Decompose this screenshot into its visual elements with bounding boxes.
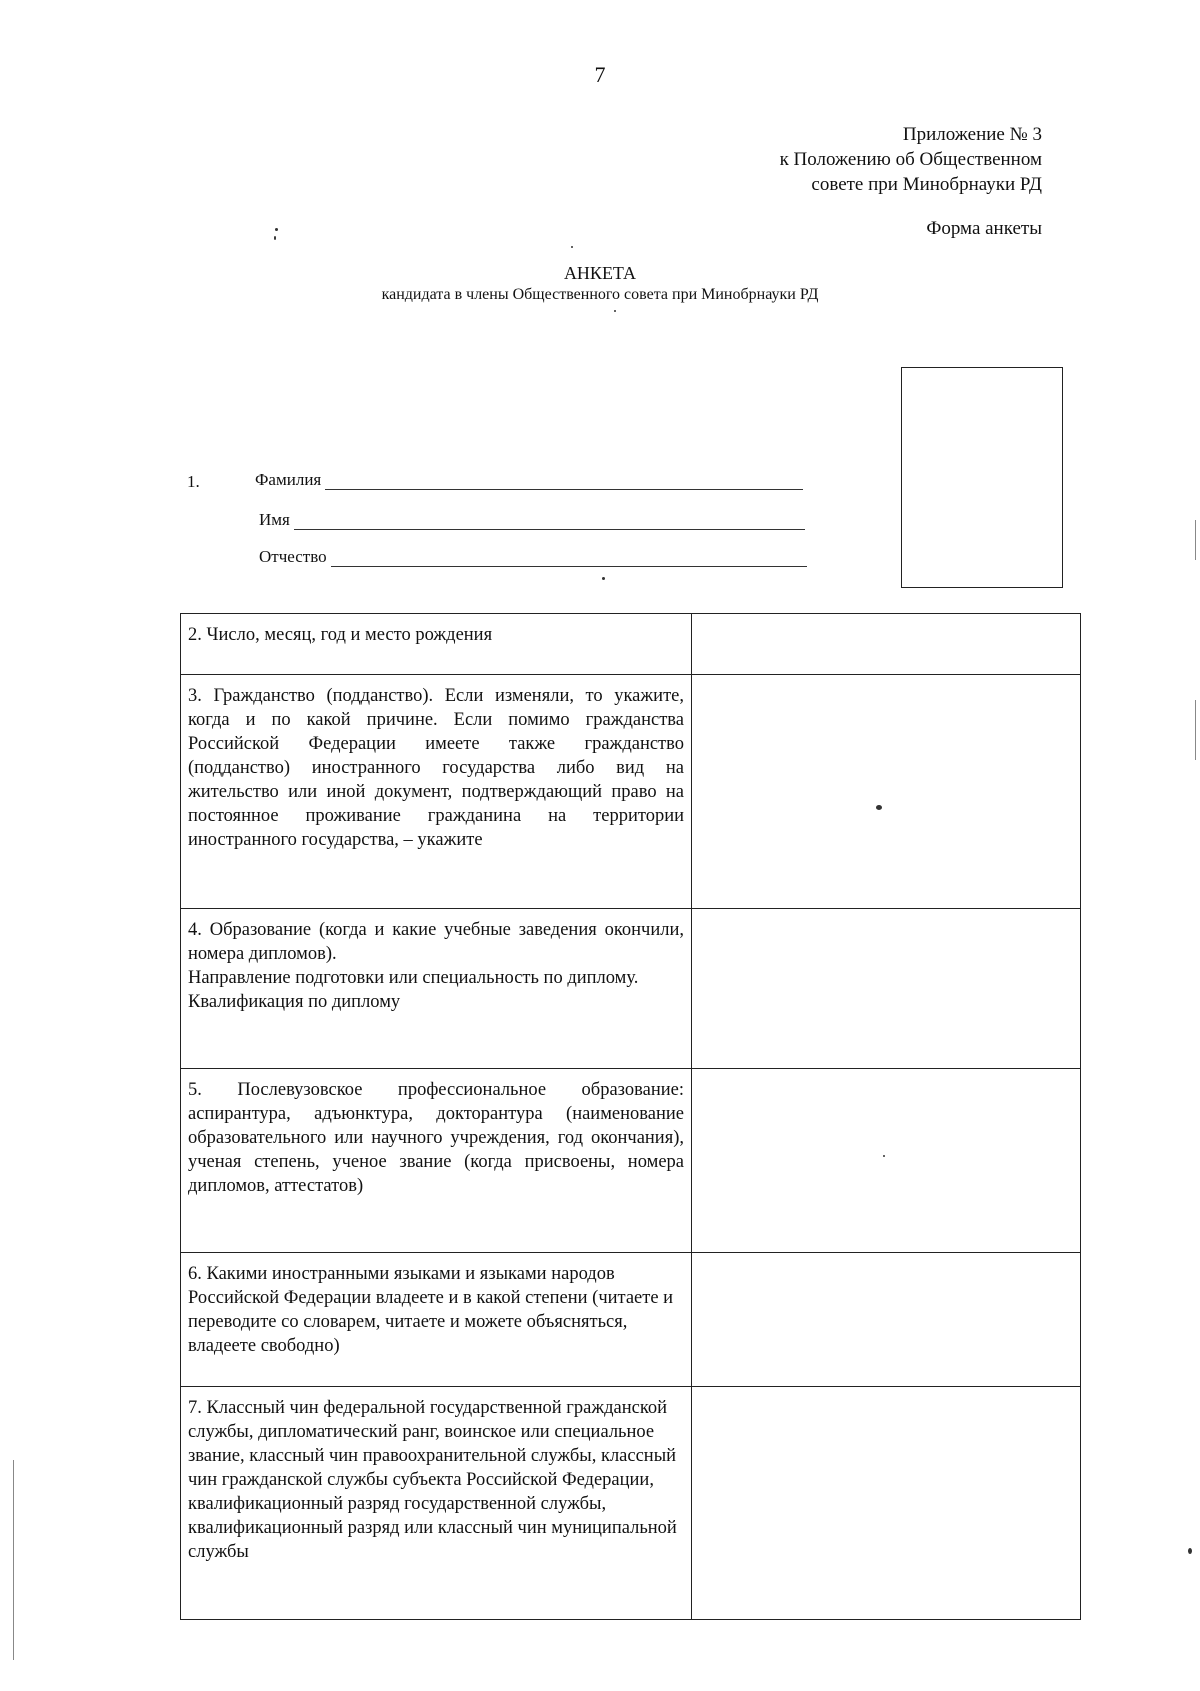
- scan-speck: [602, 577, 605, 580]
- question-citizenship: [181, 675, 692, 909]
- scan-speck: [1188, 1548, 1192, 1554]
- table-row: [181, 614, 1081, 675]
- patronymic-field[interactable]: [259, 547, 807, 567]
- name-underline[interactable]: [294, 513, 805, 530]
- name-label: Имя: [259, 510, 290, 529]
- question-text: Направление подготовки или специальность по диплому.: [188, 968, 639, 988]
- scan-speck: [274, 236, 276, 240]
- question-education: [181, 909, 692, 1069]
- scan-speck: [614, 310, 616, 312]
- question-text: Квалификация по диплому: [188, 992, 401, 1012]
- appendix-line-2: к Положению об Общественном: [779, 149, 1042, 170]
- document-title: АНКЕТА: [563, 263, 637, 283]
- table-row: [181, 1253, 1081, 1387]
- answer-cell-birth[interactable]: [692, 614, 1081, 675]
- scan-edge-mark: [1195, 520, 1196, 560]
- question-postgraduate: [181, 1069, 692, 1253]
- name-field[interactable]: [259, 510, 805, 530]
- patronymic-label: Отчество: [259, 547, 327, 566]
- question-birth: [181, 614, 692, 675]
- surname-field[interactable]: [255, 470, 803, 490]
- scan-speck: [571, 246, 573, 248]
- answer-cell-education[interactable]: [692, 909, 1081, 1069]
- table-row: [181, 1069, 1081, 1253]
- surname-underline[interactable]: [325, 473, 803, 490]
- question-text: 2. Число, месяц, год и место рождения: [188, 625, 493, 645]
- answer-cell-rank[interactable]: [692, 1387, 1081, 1620]
- answer-cell-postgraduate[interactable]: [692, 1069, 1081, 1253]
- document-subtitle: кандидата в члены Общественного совета при Минобрнауки РД: [381, 286, 819, 303]
- scan-edge-mark: [1195, 700, 1196, 760]
- scan-speck: [876, 805, 882, 810]
- question-languages: [181, 1253, 692, 1387]
- page-number: 7: [594, 62, 606, 87]
- answer-cell-languages[interactable]: [692, 1253, 1081, 1387]
- scan-speck: [275, 228, 278, 231]
- appendix-reference: [780, 122, 1042, 197]
- table-row: [181, 909, 1081, 1069]
- patronymic-underline[interactable]: [331, 550, 807, 567]
- scan-edge-mark: [13, 1460, 14, 1660]
- question-text: 6. Какими иностранными языками и языками народов Российской Федерации владеете и в какой степени (читаете и переводите со словарем, читаете и можете объясняться, владеете свободно): [188, 1264, 674, 1356]
- appendix-line-1: Приложение № 3: [902, 124, 1042, 145]
- questionnaire-table: [180, 613, 1081, 1620]
- question-text: 7. Классный чин федеральной государственной гражданской службы, дипломатический ранг, воинское или специальное звание, классный чин правоохранительной службы, классный чин гражданской службы субъекта Российской Федерации, квалификационный разряд государственной службы, квалификационный разряд или классный чин муниципальной службы: [188, 1398, 677, 1562]
- answer-cell-citizenship[interactable]: [692, 675, 1081, 909]
- surname-label: Фамилия: [255, 470, 322, 489]
- question-rank: [181, 1387, 692, 1620]
- appendix-line-3: совете при Минобрнауки РД: [811, 174, 1042, 195]
- photo-placeholder-box: [901, 367, 1063, 588]
- form-type-label: Форма анкеты: [926, 218, 1042, 239]
- section-1-number: 1.: [187, 472, 200, 491]
- question-text: 4. Образование (когда и какие учебные заведения окончили, номера дипломов).: [188, 920, 684, 964]
- scan-speck: [883, 1155, 885, 1157]
- table-row: [181, 675, 1081, 909]
- question-text: 5. Послевузовское профессиональное образование: аспирантура, адъюнктура, докторантура (наименование образовательного или научного учреждения, год окончания), ученая степень, ученое звание (когда присвоены, номера дипломов, аттестатов): [188, 1080, 684, 1196]
- question-text: 3. Гражданство (подданство). Если изменяли, то укажите, когда и по какой причине. Если помимо гражданства Российской Федерации имеете также гражданство (подданство) иностранного государства либо вид на жительство или иной документ, подтверждающий право на постоянное проживание гражданина на территории иностранного государства, – укажите: [188, 686, 684, 850]
- table-row: [181, 1387, 1081, 1620]
